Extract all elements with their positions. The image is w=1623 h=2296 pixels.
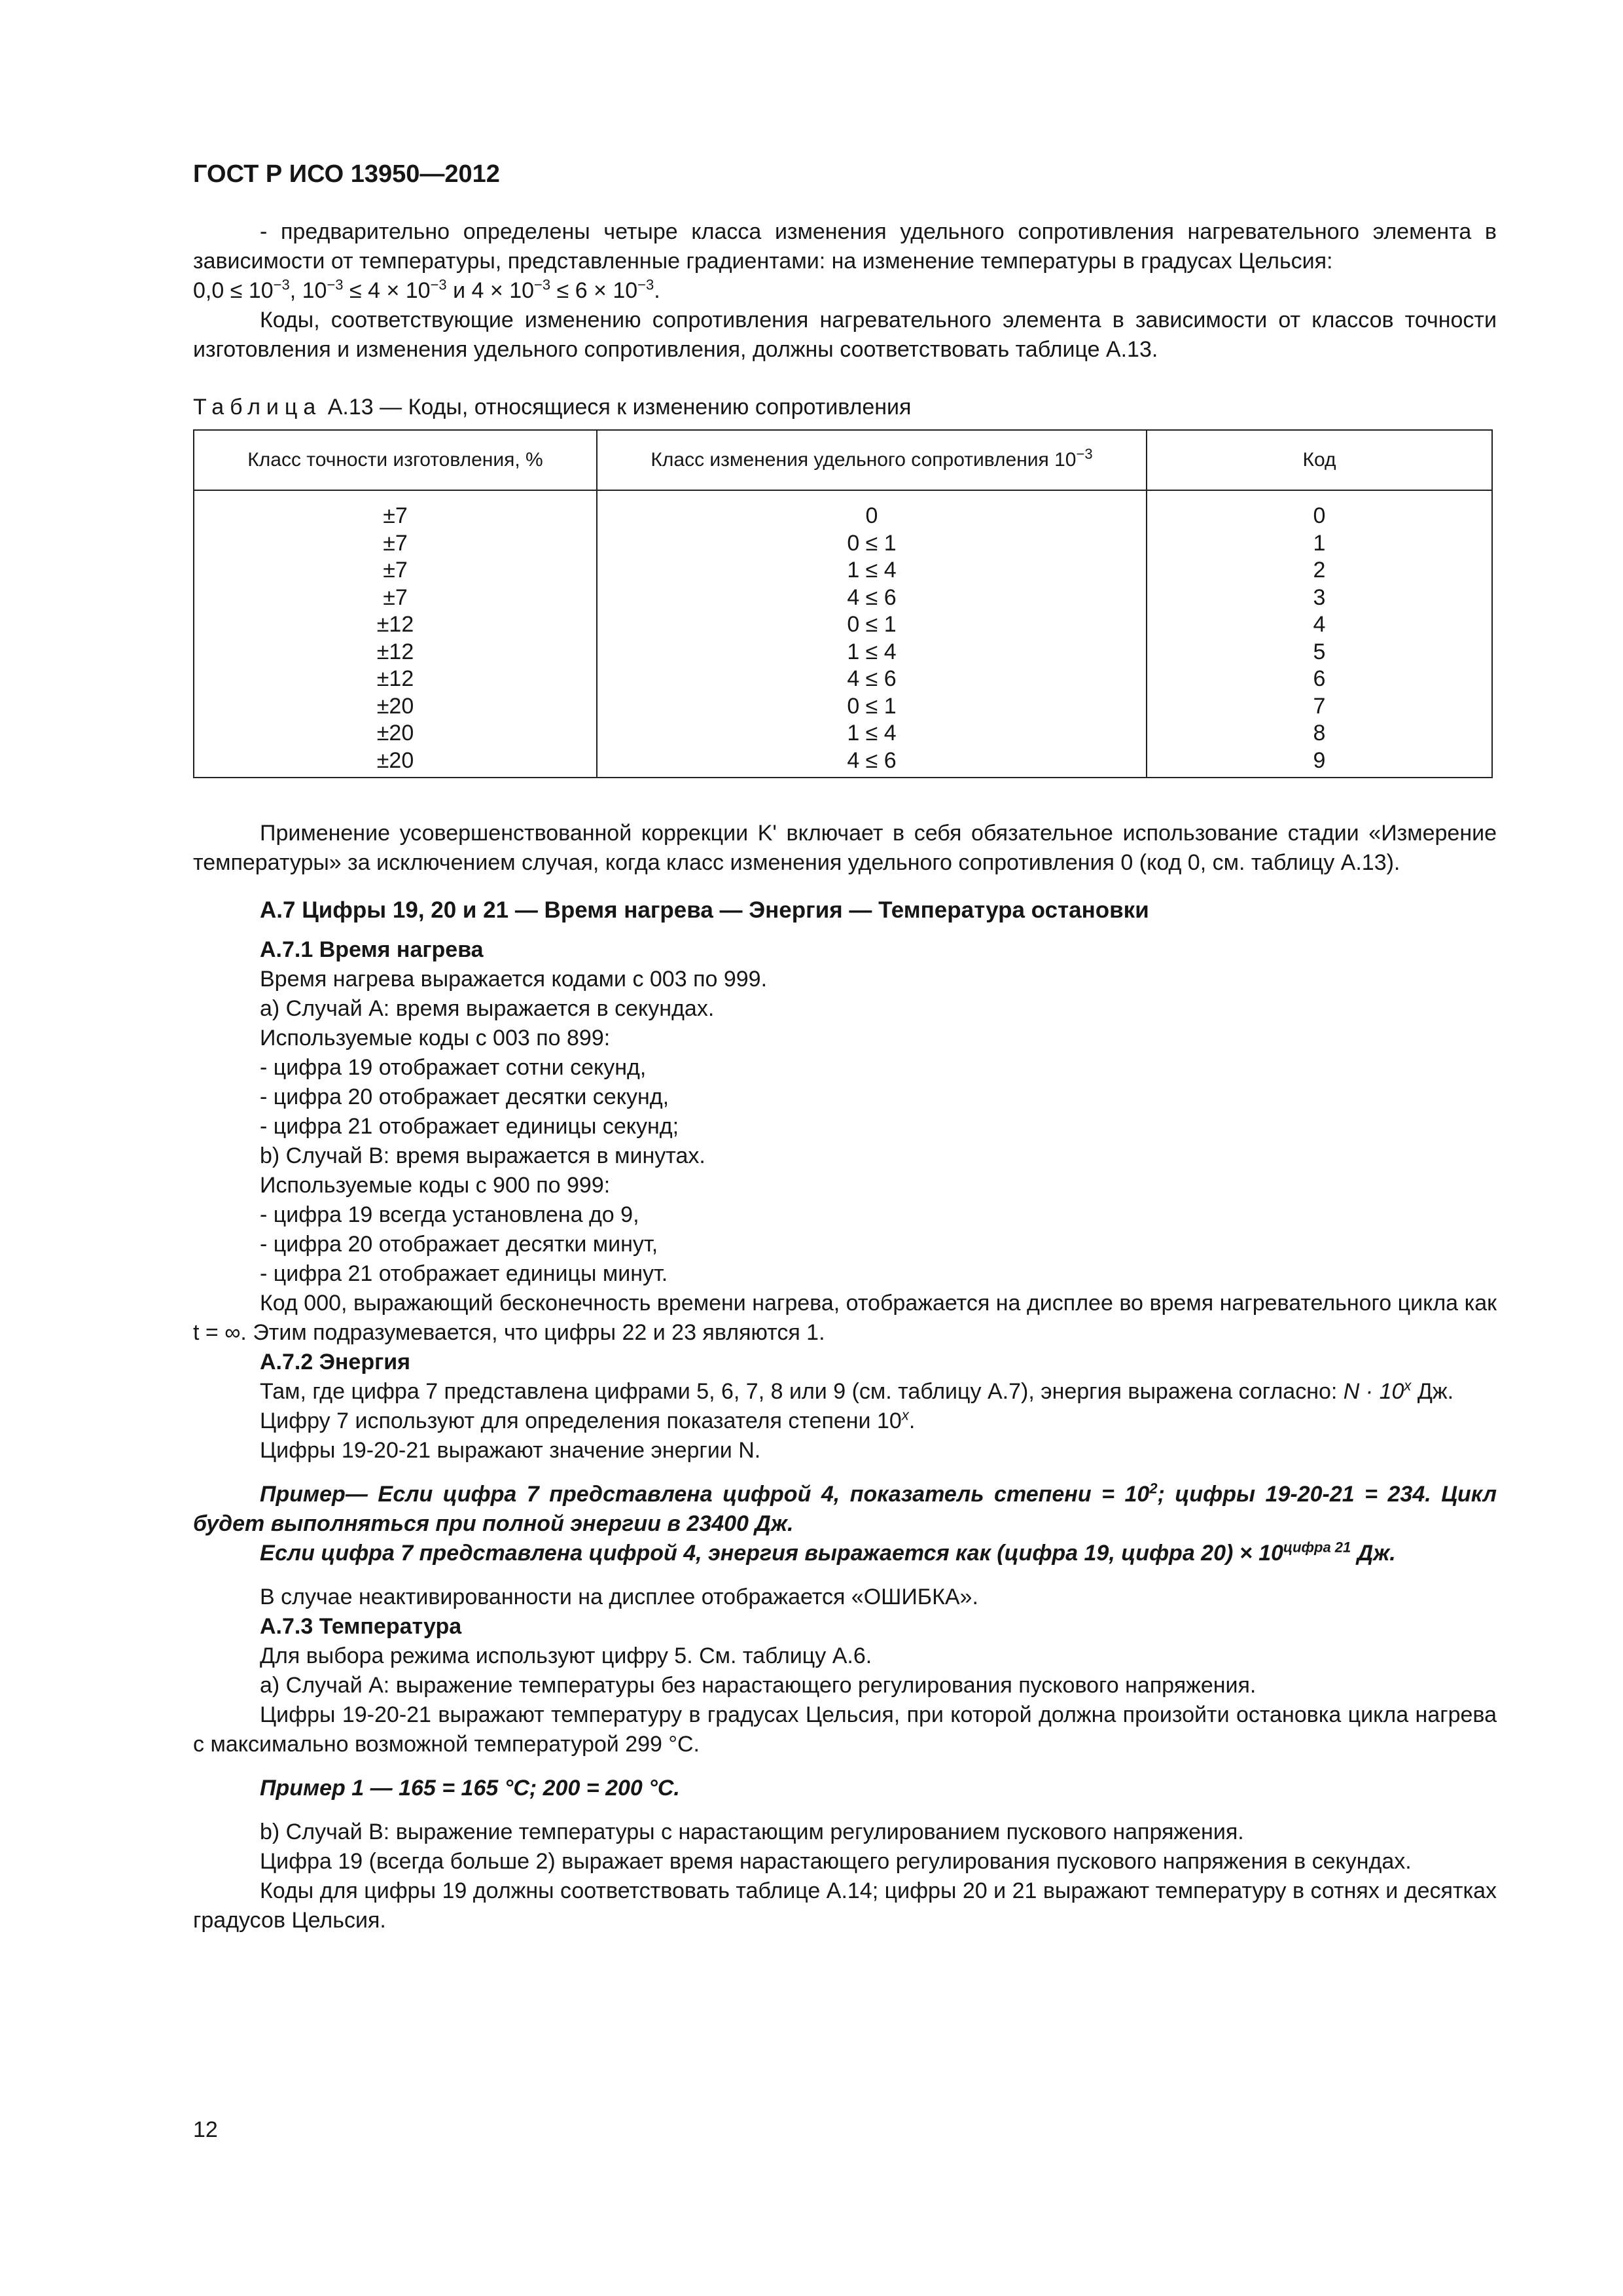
temp-line-4: b) Случай В: выражение температуры с нарастающим регулированием пускового напряжения. (260, 1820, 1244, 1844)
inactive-line: В случае неактивированности на дисплее отображается «ОШИБКА». (260, 1585, 978, 1609)
intro-paragraph-1: - предварительно определены четыре класса изменения удельного сопротивления нагревательного элемента в зависимости от температуры, представленные градиентами: на изменение температуры в градусах Цельсия: $0,0 \le 10^{-3}$, $10^{-3} \le 4 \times 10^{-3}$ и $4 \times 10^{-3} \le 6 \times 10^{-3}$. (193, 219, 1497, 303)
list-item: - цифра 21 отображает единицы секунд; (260, 1114, 679, 1139)
codes-table (193, 429, 1493, 778)
exponent-line: Цифру 7 используют для определения показателя степени 10$^x$. (260, 1407, 916, 1433)
temp-line-5: Цифра 19 (всегда больше 2) выражает время нарастающего регулирования пускового напряжения в секундах. (260, 1849, 1412, 1874)
temp-line-1: Для выбора режима используют цифру 5. См. таблицу А.6. (260, 1643, 872, 1668)
list-item: - цифра 20 отображает десятки минут, (260, 1232, 658, 1257)
page-number: 12 (193, 2117, 218, 2142)
temp-example: Пример 1 — 165 = 165 °С; 200 = 200 °С. (260, 1776, 680, 1801)
table-cell: 1 ≤ 4 (847, 558, 897, 583)
temp-line-3: Цифры 19-20-21 выражают температуру в градусах Цельсия, при которой должна произойти остановка цикла нагрева с максимально возможной температурой 299 °С. (193, 1702, 1497, 1757)
table-cell: ±7 (383, 530, 408, 556)
table-cell: 0 (865, 503, 878, 528)
table-col-resistivity (597, 490, 1147, 778)
table-col-accuracy (194, 490, 597, 778)
temp-line-2: a) Случай А: выражение температуры без нарастающего регулирования пускового напряжения. (260, 1673, 1257, 1698)
table-cell: ±20 (376, 747, 414, 773)
list-item: Время нагрева выражается кодами с 003 по 999. (260, 967, 768, 992)
document-page (193, 160, 1497, 1935)
list-item: a) Случай А: время выражается в секундах. (260, 996, 715, 1021)
energy-example-1: Пример— Если цифра 7 представлена цифрой 4, показатель степени = $10^2$; цифры 19-20-21 = 234. Цикл будет выполняться при полной энергии в 23400 Дж. (193, 1480, 1497, 1536)
table-cell: 0 ≤ 1 (847, 693, 897, 719)
section-a7-title: А.7 Цифры 19, 20 и 21 — Время нагрева — Энергия — Температура остановки (260, 897, 1149, 923)
table-cell: 1 ≤ 4 (847, 639, 897, 664)
table-header-resistivity: Класс изменения удельного сопротивления $10^{-3}$ (597, 430, 1147, 490)
table-cell: ±20 (376, 721, 414, 745)
list-item: - цифра 19 всегда установлена до 9, (260, 1202, 639, 1227)
table-cell: ±12 (376, 639, 414, 664)
table-cell: 0 ≤ 1 (847, 530, 897, 556)
table-cell: ±7 (383, 503, 408, 528)
table-cell: ±12 (376, 666, 414, 691)
list-item: Используемые коды с 003 по 899: (260, 1026, 611, 1050)
table-cell: 1 (1313, 530, 1326, 556)
table-cell: 4 ≤ 6 (847, 584, 897, 610)
table-header-code: Код (1147, 430, 1492, 490)
table-cell: 5 (1313, 639, 1326, 664)
temp-line-6: Коды для цифры 19 должны соответствовать таблице А.14; цифры 20 и 21 выражают температуру в сотнях и десятках градусов Цельсия. (193, 1878, 1497, 1933)
table-cell: 0 (1313, 503, 1326, 528)
table-row (194, 490, 1492, 778)
table-cell: ±7 (383, 558, 408, 583)
table-cell: 8 (1313, 721, 1326, 745)
table-cell: 9 (1313, 747, 1326, 773)
list-item: - цифра 20 отображает десятки секунд, (260, 1085, 669, 1109)
table-cell: 4 ≤ 6 (847, 747, 897, 773)
table-cell: 0 ≤ 1 (847, 612, 897, 637)
table-cell: 4 ≤ 6 (847, 666, 897, 691)
table-cell: ±20 (376, 693, 414, 719)
list-item: - цифра 21 отображает единицы минут. (260, 1261, 668, 1286)
energy-paragraph: Там, где цифра 7 представлена цифрами 5, 6, 7, 8 или 9 (см. таблицу А.7), энергия выражена согласно: $N \cdot 10^x$ Дж. (260, 1377, 1454, 1404)
table-cell: 2 (1313, 558, 1326, 583)
table-cell: ±12 (376, 612, 414, 637)
table-cell: 1 ≤ 4 (847, 721, 897, 745)
energy-example-2: Если цифра 7 представлена цифрой 4, энергия выражается как (цифра 19, цифра $20) \times 10^{цифра 21}$ Дж. (260, 1539, 1396, 1566)
table-header-accuracy: Класс точности изготовления, % (194, 430, 597, 490)
section-a71-lines (260, 965, 1497, 1289)
section-a71-title: А.7.1 Время нагрева (260, 937, 484, 962)
energy-value-line: Цифры 19-20-21 выражают значение энергии N. (260, 1438, 761, 1463)
table-cell: 3 (1313, 584, 1326, 610)
table-cell: 6 (1313, 666, 1326, 691)
document-header: ГОСТ Р ИСО 13950—2012 (193, 160, 500, 188)
section-a73-title: А.7.3 Температура (260, 1614, 462, 1639)
list-item: - цифра 19 отображает сотни секунд, (260, 1055, 647, 1080)
table-cell: 4 (1313, 612, 1326, 637)
after-table-paragraph: Применение усовершенствованной коррекции K' включает в себя обязательное использование стадии «Измерение температуры» за исключением случая, когда класс изменения удельного сопротивления 0 (код 0, см. таблицу А.13). (193, 821, 1497, 875)
section-a72-title: А.7.2 Энергия (260, 1350, 411, 1374)
table-cell: 7 (1313, 693, 1326, 719)
table-col-code (1147, 490, 1492, 778)
table-caption: Таблица А.13 — Коды, относящиеся к изменению сопротивления (193, 395, 912, 420)
table-cell: ±7 (383, 584, 408, 610)
code000-paragraph: Код 000, выражающий бесконечность времени нагрева, отображается на дисплее во время нагревательного цикла как t = ∞. Этим подразумевается, что цифры 22 и 23 являются 1. (193, 1291, 1497, 1345)
list-item: b) Случай В: время выражается в минутах. (260, 1143, 705, 1168)
intro-paragraph-2: Коды, соответствующие изменению сопротивления нагревательного элемента в зависимости от классов точности изготовления и изменения удельного сопротивления, должны соответствовать таблице А.13. (193, 308, 1497, 362)
list-item: Используемые коды с 900 по 999: (260, 1173, 611, 1198)
